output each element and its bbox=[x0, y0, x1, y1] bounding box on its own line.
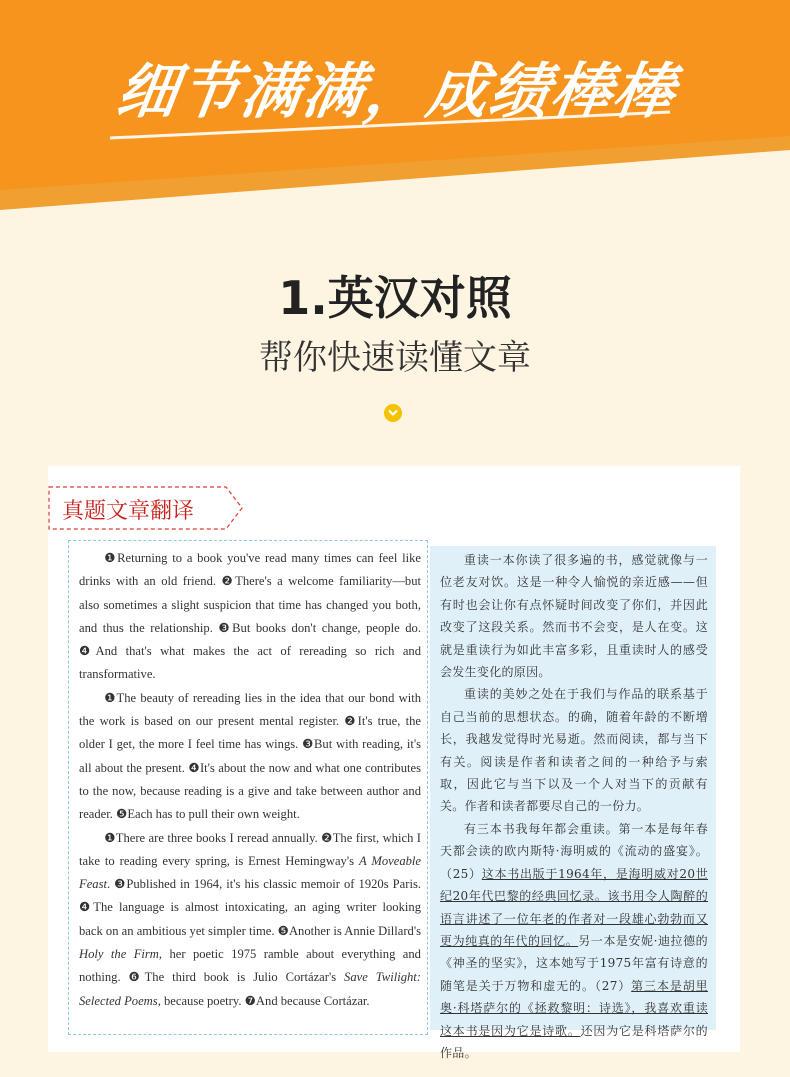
banner-title: 细节满满，成绩棒棒 bbox=[112, 57, 681, 127]
chinese-paragraph-2: 重读的美妙之处在于我们与作品的联系基于自己当前的思想状态。的确，随着年龄的不断增长，我越发觉得时光易逝。然而阅读，都与当下有关。阅读是作者和读者之间的一种给予与索取，因此它与当下以及一个人对当下的贡献有关。作者和读者都要尽自己的一份力。 bbox=[440, 687, 708, 814]
section-tag bbox=[48, 486, 243, 530]
underlined-sentence-25: 这本书出版于1964年，是海明威对20世纪20年代巴黎的经典回忆录。该书用令人陶醉的语言讲述了一位年老的作者对一段雄心勃勃而又更为纯真的年代的回忆。 bbox=[440, 866, 708, 948]
english-passage bbox=[68, 540, 428, 1035]
chinese-translation bbox=[430, 546, 716, 1060]
english-paragraph-2: ❶The beauty of rereading lies in the idea that our bond with the work is based on our present mental register. ❷It's true, the older I get, the more I feel time has wings. ❸But with reading, it's all about the present. ❹It's about the now and what one contributes to the now, because reading is a give and take between author and reader. ❺Each has to pull their own weight. bbox=[79, 690, 421, 822]
tag-label: 真题文章翻译 bbox=[62, 499, 195, 524]
english-paragraph-3: ❶There are three books I reread annually. ❷The first, which I take to reading every spring, is Ernest Hemingway's A Moveable Feast. ❸Published in 1964, it's his classic memoir of 1920s Paris. ❹The language is almost intoxicating, an aging writer looking back on an ambitious yet simpler time. ❺Another is Annie Dillard's Holy the Firm, her poetic 1975 ramble about everything and nothing. ❻The third book is Julio Cortázar's Save Twilight: Selected Poems, because poetry. ❼And because Cortázar. bbox=[79, 830, 422, 1008]
translation-card bbox=[48, 466, 740, 1060]
section-subtitle: 帮你快速读懂文章 bbox=[259, 338, 531, 378]
header-banner bbox=[0, 0, 790, 220]
chinese-paragraph-1: 重读一本你读了很多遍的书，感觉就像与一位老友对饮。这是一种令人愉悦的亲近感——但有时也会让你有点怀疑时间改变了你们，并因此改变了这段关系。然而书不会变，是人在变。这就是重读行为如此丰富多彩，且重读时人的感受会发生变化的原因。 bbox=[440, 553, 708, 680]
chevron-down-icon bbox=[384, 404, 402, 422]
underlined-sentence-27: 第三本是胡里奥·科塔萨尔的《拯救黎明：诗选》，我喜欢重读这本书是因为它是诗歌。 bbox=[440, 978, 708, 1038]
chinese-paragraph-3: 有三本书我每年都会重读。第一本是每年春天都会读的欧内斯特·海明威的《流动的盛宴》。（25）这本书出版于1964年，是海明威对20世纪20年代巴黎的经典回忆录。该书用令人陶醉的语言讲述了一位年老的作者对一段雄心勃勃而又更为纯真的年代的回忆。另一本是安妮·迪拉德的《神圣的坚实》，这本她写于1975年富有诗意的随笔是关于万物和虚无的。（27）第三本是胡里奥·科塔萨尔的《拯救黎明：诗选》，我喜欢重读这本书是因为它是诗歌。还因为它是科塔萨尔的作品。 bbox=[440, 821, 708, 1060]
section-title: 1.英汉对照 bbox=[278, 271, 512, 325]
english-paragraph-1: ❶Returning to a book you've read many times can feel like drinks with an old friend. ❷There's a welcome familiarity—but also sometimes a slight suspicion that time has changed you both, and thus the relationship. ❸But books don't change, people do. ❹And that's what makes the act of rereading so rich and transformative. bbox=[79, 551, 421, 682]
